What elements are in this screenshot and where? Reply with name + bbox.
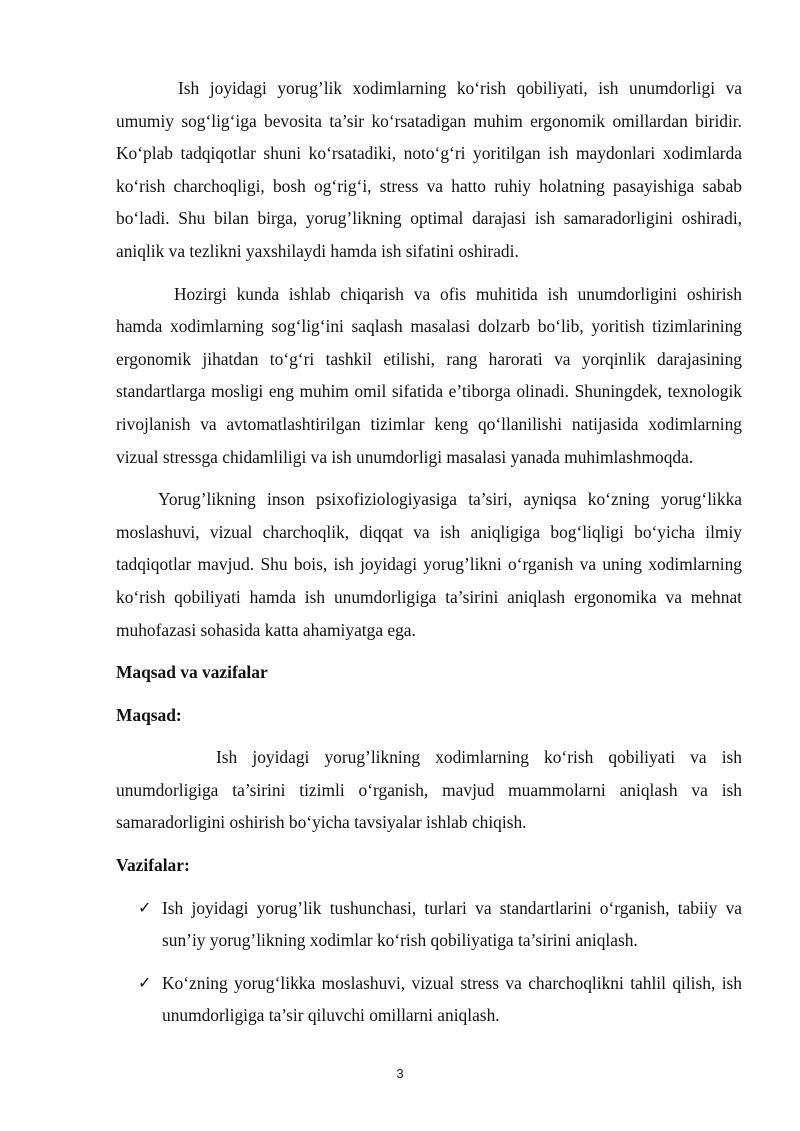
document-page — [116, 72, 742, 1042]
task-text: Ish joyidagi yorug’lik tushunchasi, turlari va standartlarini o‘rganish, tabiiy va sun’iy yorug’likning xodimlar ko‘rish qobiliyatiga ta’sirini aniqlash. — [162, 897, 742, 951]
tasks-label: Vazifalar: — [116, 855, 190, 876]
check-mark-icon: ✓ — [138, 897, 152, 917]
tasks-list — [116, 892, 742, 1032]
goal-paragraph: Ish joyidagi yorug’likning xodimlarning ko‘rish qobiliyati va ish unumdorligiga ta’sirini tizimli o‘rganish, mavjud muammolarni aniqlash va ish samaradorligini oshirish bo‘yicha tavsiyalar ishlab chiqish. — [116, 747, 742, 833]
task-item — [116, 892, 742, 957]
check-mark-icon: ✓ — [138, 972, 152, 992]
goal-label: Maqsad: — [116, 704, 182, 725]
intro-paragraph: Ish joyidagi yorug’lik xodimlarning ko‘rish qobiliyati, ish unumdorligi va umumiy sog‘lig‘iga bevosita ta’sir ko‘rsatadigan muhim ergonomik omillardan biridir. Ko‘plab tadqiqotlar shuni ko‘rsatadiki, noto‘g‘ri yoritilgan ish maydonlari xodimlarda ko‘rish charchoqligi, bosh og‘rig‘i, stress va hatto ruhiy holatning pasayishiga sabab bo‘ladi. Shu bilan birga, yorug’likning optimal darajasi ish samaradorligini oshiradi, aniqlik va tezlikni yaxshilaydi hamda ish sifatini oshiradi. — [116, 78, 742, 261]
page-number: 3 — [396, 1066, 404, 1081]
context-paragraph: Hozirgi kunda ishlab chiqarish va ofis muhitida ish unumdorligini oshirish hamda xodimlarning sog‘lig‘ini saqlash masalasi dolzarb bo‘lib, yoritish tizimlarining ergonomik jihatdan to‘g‘ri tashkil etilishi, rang harorati va yorqinlik darajasining standartlarga mosligi eng muhim omil sifatida e’tiborga olinadi. Shuningdek, texnologik rivojlanish va avtomatlashtirilgan tizimlar keng qo‘llanilishi natijasida xodimlarning vizual stressga chidamliligi va ish unumdorligi masalasi yanada muhimlashmoqda. — [116, 283, 742, 467]
research-paragraph: Yorug’likning inson psixofiziologiyasiga ta’siri, ayniqsa ko‘zning yorug‘likka moslashuvi, vizual charchoqlik, diqqat va ish aniqligiga bog‘liqligi bo‘yicha ilmiy tadqiqotlar mavjud. Shu bois, ish joyidagi yorug’likni o‘rganish va uning xodimlarning ko‘rish qobiliyati hamda ish unumdorligiga ta’sirini aniqlash ergonomika va mehnat muhofazasi sohasida katta ahamiyatga ega. — [116, 489, 742, 640]
task-text: Ko‘zning yorug‘likka moslashuvi, vizual stress va charchoqlikni tahlil qilish, ish unumdorligiga ta’sir qiluvchi omillarni aniqlash. — [162, 972, 742, 1026]
task-item — [116, 967, 742, 1032]
section-heading: Maqsad va vazifalar — [116, 662, 268, 683]
